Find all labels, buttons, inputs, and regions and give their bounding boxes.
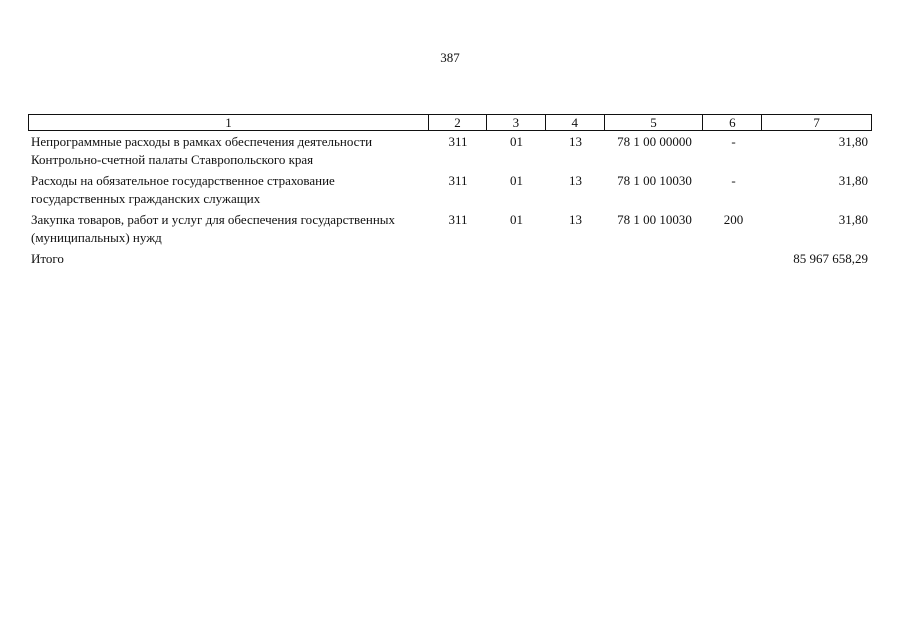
row-code: 311 (448, 173, 468, 188)
row-amount: 31,80 (838, 173, 868, 188)
row-type: 200 (723, 212, 744, 227)
row-target: 78 1 00 10030 (617, 212, 692, 227)
column-header-7: 7 (813, 115, 820, 130)
row-name: Расходы на обязательное государственное страхование государственных гражданских служащих (31, 173, 335, 206)
table-row (28, 172, 872, 208)
total-amount: 85 967 658,29 (793, 251, 868, 266)
column-header-3: 3 (487, 115, 546, 130)
row-section: 01 (510, 212, 523, 227)
row-name: Закупка товаров, работ и услуг для обеспечения государственных (муниципальных) нужд (31, 212, 396, 245)
table-body (28, 133, 872, 271)
row-target: 78 1 00 00000 (617, 134, 692, 149)
total-label: Итого (31, 251, 64, 266)
row-subsection: 13 (569, 134, 582, 149)
column-header-4: 4 (546, 115, 605, 130)
row-code: 311 (448, 134, 468, 149)
column-header-2: 2 (429, 115, 487, 130)
row-section: 01 (510, 134, 523, 149)
table-row (28, 133, 872, 169)
row-name: Непрограммные расходы в рамках обеспечения деятельности Контрольно-счетной палаты Ставропольского края (31, 134, 373, 167)
row-code: 311 (448, 212, 468, 227)
row-type: - (731, 173, 736, 188)
row-amount: 31,80 (838, 134, 868, 149)
row-subsection: 13 (569, 173, 582, 188)
column-header-5: 5 (605, 115, 704, 130)
table-row (28, 211, 872, 247)
total-row (28, 250, 872, 268)
row-type: - (731, 134, 736, 149)
row-amount: 31,80 (838, 212, 868, 227)
row-section: 01 (510, 173, 523, 188)
column-header-6: 6 (703, 115, 762, 130)
row-target: 78 1 00 10030 (617, 173, 692, 188)
column-header-1: 1 (29, 115, 429, 130)
table-header-row (28, 114, 872, 131)
row-subsection: 13 (569, 212, 582, 227)
page-number: 387 (440, 50, 460, 65)
